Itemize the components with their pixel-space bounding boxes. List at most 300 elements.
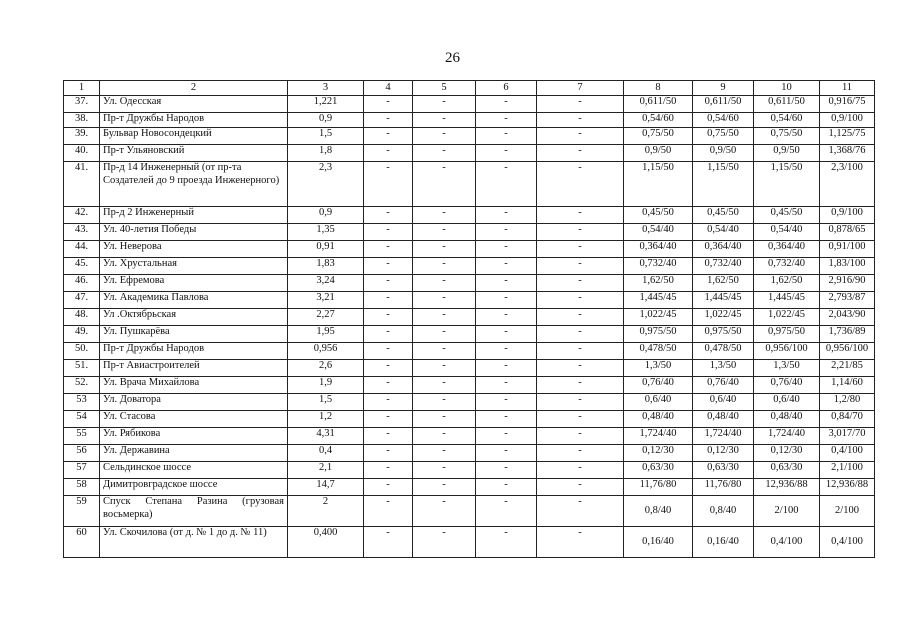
column-7-cell: -	[537, 428, 624, 445]
table-header-row	[64, 81, 875, 96]
table-row	[64, 309, 875, 326]
street-name-cell: Пр-т Дружбы Народов	[100, 113, 288, 128]
street-name-cell: Ул. Стасова	[100, 411, 288, 428]
column-6-cell: -	[476, 411, 537, 428]
column-header: 9	[693, 81, 754, 96]
column-11-cell: 0,956/100	[820, 343, 875, 360]
length-cell: 0,91	[288, 241, 364, 258]
table-row	[64, 292, 875, 309]
row-number-cell: 47.	[64, 292, 100, 309]
column-6-cell: -	[476, 128, 537, 145]
column-header: 8	[624, 81, 693, 96]
row-number-cell: 41.	[64, 162, 100, 207]
column-11-cell: 1,2/80	[820, 394, 875, 411]
table-row	[64, 162, 875, 207]
column-5-cell: -	[413, 275, 476, 292]
column-5-cell: -	[413, 360, 476, 377]
column-6-cell: -	[476, 275, 537, 292]
row-number-cell: 53	[64, 394, 100, 411]
column-5-cell: -	[413, 113, 476, 128]
table-row	[64, 360, 875, 377]
street-name-cell: Ул. Одесская	[100, 96, 288, 113]
column-10-cell: 12,936/88	[754, 479, 820, 496]
length-cell: 1,83	[288, 258, 364, 275]
table-body	[64, 96, 875, 558]
column-5-cell: -	[413, 445, 476, 462]
column-8-cell: 0,54/40	[624, 224, 693, 241]
column-6-cell: -	[476, 394, 537, 411]
column-header: 6	[476, 81, 537, 96]
column-11-cell: 0,4/100	[820, 445, 875, 462]
column-10-cell: 0,975/50	[754, 326, 820, 343]
column-10-cell: 0,611/50	[754, 96, 820, 113]
row-number-cell: 42.	[64, 207, 100, 224]
page-number: 26	[445, 50, 460, 66]
column-6-cell: -	[476, 145, 537, 162]
column-4-cell: -	[364, 275, 413, 292]
column-6-cell: -	[476, 527, 537, 558]
row-number-cell: 50.	[64, 343, 100, 360]
column-5-cell: -	[413, 207, 476, 224]
column-header: 7	[537, 81, 624, 96]
column-10-cell: 1,022/45	[754, 309, 820, 326]
row-number-cell: 38.	[64, 113, 100, 128]
column-4-cell: -	[364, 309, 413, 326]
column-7-cell: -	[537, 292, 624, 309]
table-row	[64, 113, 875, 128]
row-number-cell: 45.	[64, 258, 100, 275]
column-11-cell: 1,83/100	[820, 258, 875, 275]
column-10-cell: 0,63/30	[754, 462, 820, 479]
column-10-cell: 0,12/30	[754, 445, 820, 462]
row-number-cell: 57	[64, 462, 100, 479]
table-row	[64, 128, 875, 145]
column-11-cell: 2,21/85	[820, 360, 875, 377]
column-11-cell: 1,368/76	[820, 145, 875, 162]
column-8-cell: 0,8/40	[624, 496, 693, 527]
column-10-cell: 1,3/50	[754, 360, 820, 377]
column-8-cell: 0,12/30	[624, 445, 693, 462]
column-9-cell: 0,63/30	[693, 462, 754, 479]
length-cell: 4,31	[288, 428, 364, 445]
street-name-cell: Димитровградское шоссе	[100, 479, 288, 496]
length-cell: 1,9	[288, 377, 364, 394]
column-5-cell: -	[413, 241, 476, 258]
column-10-cell: 0,364/40	[754, 241, 820, 258]
row-number-cell: 39.	[64, 128, 100, 145]
table-row	[64, 377, 875, 394]
column-10-cell: 0,75/50	[754, 128, 820, 145]
column-11-cell: 0,4/100	[820, 527, 875, 558]
table-row	[64, 411, 875, 428]
column-8-cell: 0,76/40	[624, 377, 693, 394]
column-7-cell: -	[537, 527, 624, 558]
column-header: 4	[364, 81, 413, 96]
length-cell: 1,5	[288, 128, 364, 145]
column-9-cell: 0,48/40	[693, 411, 754, 428]
row-number-cell: 40.	[64, 145, 100, 162]
length-cell: 1,221	[288, 96, 364, 113]
length-cell: 2,3	[288, 162, 364, 207]
column-8-cell: 1,3/50	[624, 360, 693, 377]
length-cell: 0,9	[288, 113, 364, 128]
column-11-cell: 0,9/100	[820, 207, 875, 224]
column-8-cell: 0,478/50	[624, 343, 693, 360]
column-4-cell: -	[364, 113, 413, 128]
table-row	[64, 326, 875, 343]
column-7-cell: -	[537, 224, 624, 241]
column-9-cell: 0,611/50	[693, 96, 754, 113]
column-9-cell: 0,8/40	[693, 496, 754, 527]
column-11-cell: 0,91/100	[820, 241, 875, 258]
column-10-cell: 1,15/50	[754, 162, 820, 207]
column-10-cell: 0,956/100	[754, 343, 820, 360]
street-name-cell: Ул. 40-летия Победы	[100, 224, 288, 241]
table-row	[64, 275, 875, 292]
street-name-cell: Спуск Степана Разина (грузовая восьмерка)	[100, 496, 288, 527]
row-number-cell: 52.	[64, 377, 100, 394]
column-9-cell: 0,732/40	[693, 258, 754, 275]
row-number-cell: 58	[64, 479, 100, 496]
street-name-cell: Ул. Доватора	[100, 394, 288, 411]
column-7-cell: -	[537, 275, 624, 292]
column-4-cell: -	[364, 377, 413, 394]
street-name-cell: Пр-т Ульяновский	[100, 145, 288, 162]
length-cell: 1,95	[288, 326, 364, 343]
column-header: 5	[413, 81, 476, 96]
column-11-cell: 0,84/70	[820, 411, 875, 428]
table-row	[64, 343, 875, 360]
length-cell: 2	[288, 496, 364, 527]
length-cell: 2,27	[288, 309, 364, 326]
column-4-cell: -	[364, 224, 413, 241]
column-4-cell: -	[364, 207, 413, 224]
row-number-cell: 56	[64, 445, 100, 462]
column-9-cell: 1,3/50	[693, 360, 754, 377]
length-cell: 2,1	[288, 462, 364, 479]
column-10-cell: 1,724/40	[754, 428, 820, 445]
column-7-cell: -	[537, 496, 624, 527]
column-8-cell: 1,724/40	[624, 428, 693, 445]
column-9-cell: 0,9/50	[693, 145, 754, 162]
street-name-cell: Пр-т Авиастроителей	[100, 360, 288, 377]
column-7-cell: -	[537, 343, 624, 360]
column-7-cell: -	[537, 309, 624, 326]
column-9-cell: 1,15/50	[693, 162, 754, 207]
table-row	[64, 496, 875, 527]
street-name-cell: Пр-д 14 Инженерный (от пр-та Создателей до 9 проезда Инженерного)	[100, 162, 288, 207]
column-9-cell: 0,54/60	[693, 113, 754, 128]
row-number-cell: 55	[64, 428, 100, 445]
column-7-cell: -	[537, 360, 624, 377]
column-9-cell: 0,16/40	[693, 527, 754, 558]
column-8-cell: 0,16/40	[624, 527, 693, 558]
column-6-cell: -	[476, 258, 537, 275]
column-6-cell: -	[476, 241, 537, 258]
column-4-cell: -	[364, 96, 413, 113]
table-row	[64, 207, 875, 224]
street-name-cell: Ул. Державина	[100, 445, 288, 462]
column-header: 11	[820, 81, 875, 96]
column-10-cell: 0,4/100	[754, 527, 820, 558]
column-9-cell: 0,478/50	[693, 343, 754, 360]
column-10-cell: 0,54/60	[754, 113, 820, 128]
column-5-cell: -	[413, 224, 476, 241]
column-6-cell: -	[476, 479, 537, 496]
column-6-cell: -	[476, 162, 537, 207]
column-8-cell: 0,63/30	[624, 462, 693, 479]
column-11-cell: 1,736/89	[820, 326, 875, 343]
table-row	[64, 479, 875, 496]
column-5-cell: -	[413, 496, 476, 527]
column-8-cell: 0,732/40	[624, 258, 693, 275]
column-4-cell: -	[364, 445, 413, 462]
column-10-cell: 1,445/45	[754, 292, 820, 309]
table-row	[64, 462, 875, 479]
street-name-cell: Ул. Рябикова	[100, 428, 288, 445]
row-number-cell: 48.	[64, 309, 100, 326]
column-7-cell: -	[537, 326, 624, 343]
length-cell: 0,400	[288, 527, 364, 558]
column-10-cell: 1,62/50	[754, 275, 820, 292]
column-7-cell: -	[537, 241, 624, 258]
column-4-cell: -	[364, 258, 413, 275]
column-11-cell: 0,878/65	[820, 224, 875, 241]
column-8-cell: 0,611/50	[624, 96, 693, 113]
column-4-cell: -	[364, 411, 413, 428]
column-11-cell: 12,936/88	[820, 479, 875, 496]
column-9-cell: 0,75/50	[693, 128, 754, 145]
column-6-cell: -	[476, 326, 537, 343]
column-10-cell: 0,6/40	[754, 394, 820, 411]
length-cell: 1,2	[288, 411, 364, 428]
row-number-cell: 60	[64, 527, 100, 558]
street-name-cell: Ул. Академика Павлова	[100, 292, 288, 309]
column-5-cell: -	[413, 462, 476, 479]
row-number-cell: 49.	[64, 326, 100, 343]
column-11-cell: 2,1/100	[820, 462, 875, 479]
table-row	[64, 445, 875, 462]
table-row	[64, 428, 875, 445]
street-name-cell: Пр-д 2 Инженерный	[100, 207, 288, 224]
column-11-cell: 2,043/90	[820, 309, 875, 326]
column-11-cell: 2,3/100	[820, 162, 875, 207]
column-11-cell: 1,14/60	[820, 377, 875, 394]
column-8-cell: 0,975/50	[624, 326, 693, 343]
column-4-cell: -	[364, 128, 413, 145]
street-name-cell: Ул. Хрустальная	[100, 258, 288, 275]
column-9-cell: 0,364/40	[693, 241, 754, 258]
column-10-cell: 0,45/50	[754, 207, 820, 224]
row-number-cell: 59	[64, 496, 100, 527]
length-cell: 0,9	[288, 207, 364, 224]
street-name-cell: Бульвар Новосондецкий	[100, 128, 288, 145]
column-6-cell: -	[476, 224, 537, 241]
column-5-cell: -	[413, 343, 476, 360]
column-8-cell: 0,54/60	[624, 113, 693, 128]
column-7-cell: -	[537, 162, 624, 207]
column-6-cell: -	[476, 96, 537, 113]
column-6-cell: -	[476, 377, 537, 394]
length-cell: 14,7	[288, 479, 364, 496]
column-4-cell: -	[364, 326, 413, 343]
column-8-cell: 1,62/50	[624, 275, 693, 292]
length-cell: 1,35	[288, 224, 364, 241]
column-10-cell: 2/100	[754, 496, 820, 527]
street-name-cell: Ул. Ефремова	[100, 275, 288, 292]
column-7-cell: -	[537, 96, 624, 113]
column-11-cell: 3,017/70	[820, 428, 875, 445]
row-number-cell: 51.	[64, 360, 100, 377]
column-11-cell: 0,9/100	[820, 113, 875, 128]
column-header: 2	[100, 81, 288, 96]
column-6-cell: -	[476, 360, 537, 377]
column-11-cell: 2/100	[820, 496, 875, 527]
column-5-cell: -	[413, 128, 476, 145]
table-row	[64, 527, 875, 558]
column-11-cell: 2,793/87	[820, 292, 875, 309]
length-cell: 0,956	[288, 343, 364, 360]
column-7-cell: -	[537, 113, 624, 128]
column-6-cell: -	[476, 462, 537, 479]
length-cell: 1,8	[288, 145, 364, 162]
column-9-cell: 0,6/40	[693, 394, 754, 411]
row-number-cell: 44.	[64, 241, 100, 258]
column-11-cell: 2,916/90	[820, 275, 875, 292]
column-7-cell: -	[537, 445, 624, 462]
column-4-cell: -	[364, 479, 413, 496]
column-10-cell: 0,54/40	[754, 224, 820, 241]
street-name-cell: Ул. Неверова	[100, 241, 288, 258]
column-8-cell: 0,364/40	[624, 241, 693, 258]
column-5-cell: -	[413, 411, 476, 428]
table-row	[64, 394, 875, 411]
table-row	[64, 96, 875, 113]
column-5-cell: -	[413, 96, 476, 113]
column-7-cell: -	[537, 128, 624, 145]
column-10-cell: 0,76/40	[754, 377, 820, 394]
column-8-cell: 1,445/45	[624, 292, 693, 309]
column-5-cell: -	[413, 258, 476, 275]
column-6-cell: -	[476, 343, 537, 360]
column-9-cell: 1,445/45	[693, 292, 754, 309]
column-7-cell: -	[537, 462, 624, 479]
column-4-cell: -	[364, 241, 413, 258]
column-10-cell: 0,732/40	[754, 258, 820, 275]
column-4-cell: -	[364, 360, 413, 377]
row-number-cell: 43.	[64, 224, 100, 241]
column-4-cell: -	[364, 292, 413, 309]
column-10-cell: 0,9/50	[754, 145, 820, 162]
column-5-cell: -	[413, 479, 476, 496]
column-6-cell: -	[476, 428, 537, 445]
column-6-cell: -	[476, 292, 537, 309]
column-5-cell: -	[413, 326, 476, 343]
column-7-cell: -	[537, 411, 624, 428]
row-number-cell: 37.	[64, 96, 100, 113]
column-9-cell: 1,62/50	[693, 275, 754, 292]
table-row	[64, 241, 875, 258]
street-name-cell: Ул. Врача Михайлова	[100, 377, 288, 394]
column-header: 3	[288, 81, 364, 96]
roads-table	[63, 80, 875, 558]
column-6-cell: -	[476, 445, 537, 462]
length-cell: 3,21	[288, 292, 364, 309]
column-4-cell: -	[364, 394, 413, 411]
column-9-cell: 11,76/80	[693, 479, 754, 496]
column-7-cell: -	[537, 258, 624, 275]
column-5-cell: -	[413, 527, 476, 558]
column-8-cell: 0,6/40	[624, 394, 693, 411]
row-number-cell: 54	[64, 411, 100, 428]
column-7-cell: -	[537, 479, 624, 496]
column-8-cell: 0,48/40	[624, 411, 693, 428]
column-9-cell: 0,76/40	[693, 377, 754, 394]
column-5-cell: -	[413, 292, 476, 309]
column-10-cell: 0,48/40	[754, 411, 820, 428]
column-7-cell: -	[537, 394, 624, 411]
column-9-cell: 1,022/45	[693, 309, 754, 326]
column-8-cell: 1,022/45	[624, 309, 693, 326]
column-header: 1	[64, 81, 100, 96]
column-9-cell: 1,724/40	[693, 428, 754, 445]
street-name-cell: Ул. Скочилова (от д. № 1 до д. № 11)	[100, 527, 288, 558]
column-7-cell: -	[537, 377, 624, 394]
column-6-cell: -	[476, 207, 537, 224]
column-4-cell: -	[364, 343, 413, 360]
length-cell: 3,24	[288, 275, 364, 292]
column-7-cell: -	[537, 207, 624, 224]
street-name-cell: Пр-т Дружбы Народов	[100, 343, 288, 360]
row-number-cell: 46.	[64, 275, 100, 292]
column-8-cell: 1,15/50	[624, 162, 693, 207]
column-5-cell: -	[413, 162, 476, 207]
column-4-cell: -	[364, 462, 413, 479]
column-4-cell: -	[364, 162, 413, 207]
column-6-cell: -	[476, 309, 537, 326]
column-8-cell: 0,75/50	[624, 128, 693, 145]
table-row	[64, 224, 875, 241]
street-name-cell: Ул. Пушкарёва	[100, 326, 288, 343]
column-9-cell: 0,54/40	[693, 224, 754, 241]
length-cell: 2,6	[288, 360, 364, 377]
column-9-cell: 0,12/30	[693, 445, 754, 462]
column-4-cell: -	[364, 496, 413, 527]
column-11-cell: 0,916/75	[820, 96, 875, 113]
column-5-cell: -	[413, 428, 476, 445]
street-name-cell: Ул .Октябрьская	[100, 309, 288, 326]
column-4-cell: -	[364, 527, 413, 558]
table-row	[64, 145, 875, 162]
column-9-cell: 0,45/50	[693, 207, 754, 224]
column-8-cell: 0,45/50	[624, 207, 693, 224]
column-5-cell: -	[413, 394, 476, 411]
column-8-cell: 0,9/50	[624, 145, 693, 162]
column-11-cell: 1,125/75	[820, 128, 875, 145]
column-8-cell: 11,76/80	[624, 479, 693, 496]
column-5-cell: -	[413, 145, 476, 162]
column-4-cell: -	[364, 145, 413, 162]
table-row	[64, 258, 875, 275]
column-5-cell: -	[413, 377, 476, 394]
length-cell: 1,5	[288, 394, 364, 411]
column-6-cell: -	[476, 496, 537, 527]
column-9-cell: 0,975/50	[693, 326, 754, 343]
column-header: 10	[754, 81, 820, 96]
column-4-cell: -	[364, 428, 413, 445]
street-name-cell: Сельдинское шоссе	[100, 462, 288, 479]
column-6-cell: -	[476, 113, 537, 128]
